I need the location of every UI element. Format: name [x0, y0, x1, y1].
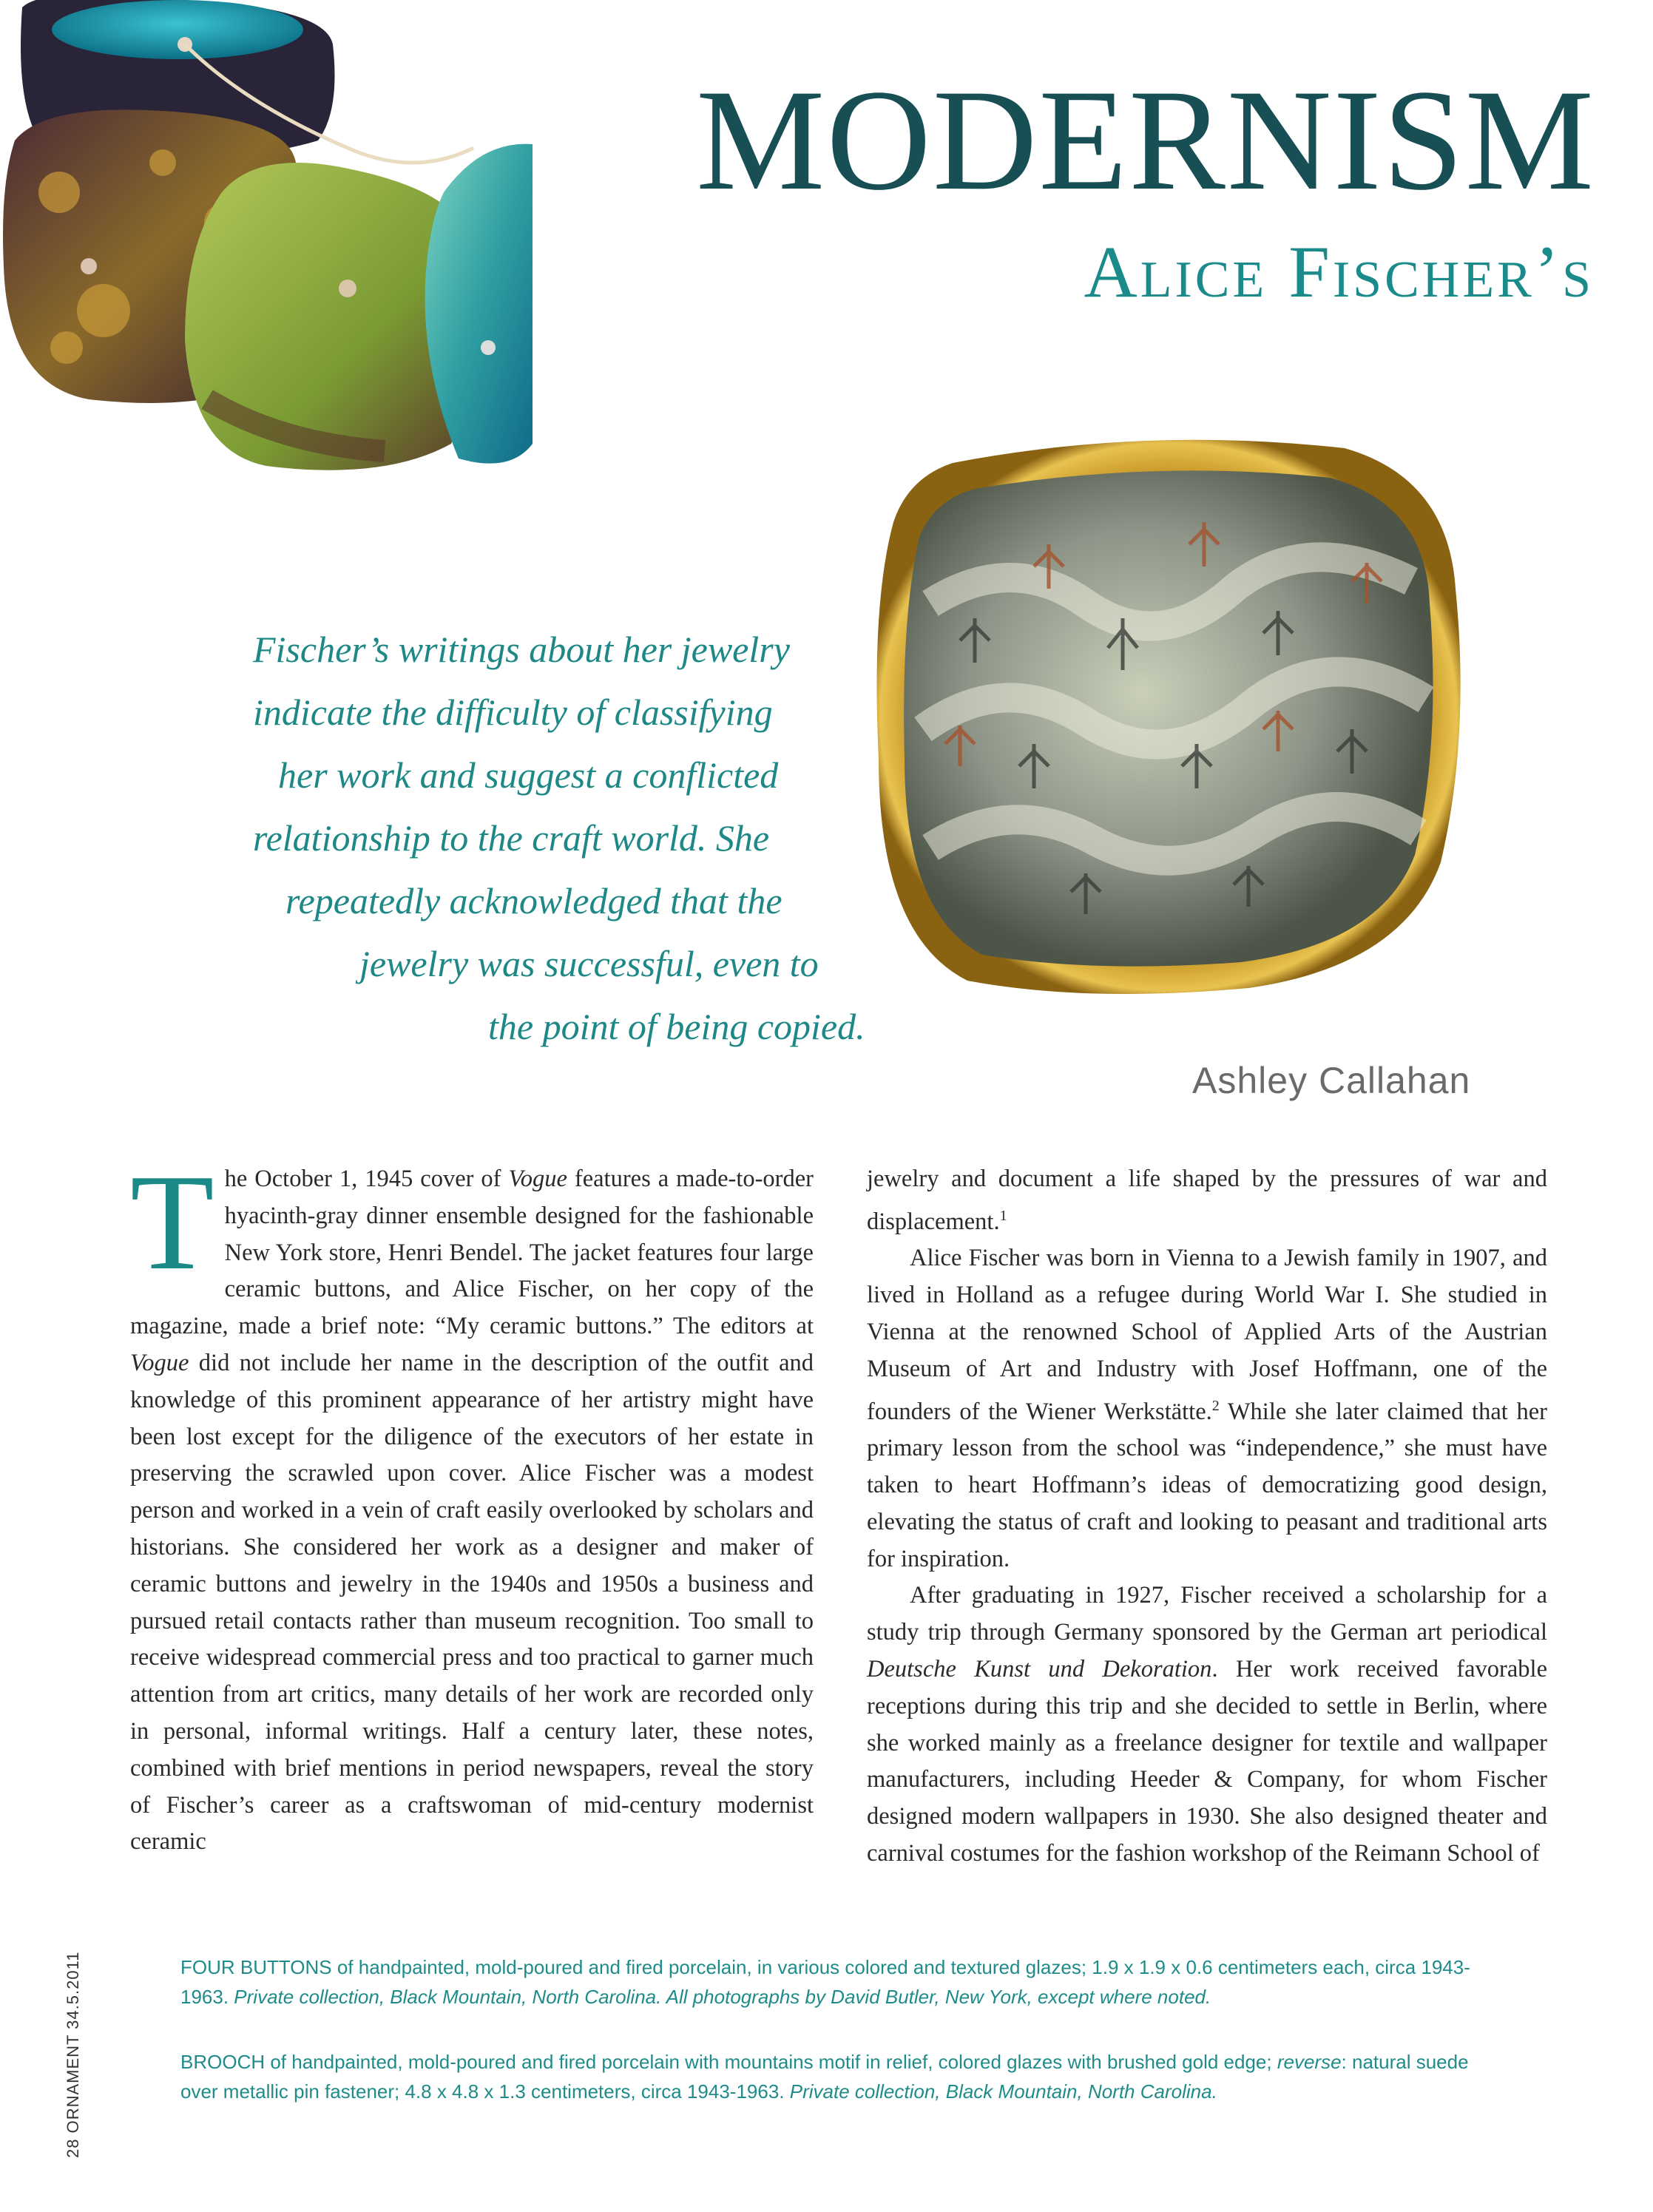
- author-byline: Ashley Callahan: [1192, 1060, 1471, 1101]
- drop-cap: T: [130, 1146, 214, 1299]
- pull-quote-line: the point of being copied.: [488, 1006, 865, 1047]
- brooch-photo: [864, 419, 1478, 998]
- caption-text: BROOCH of handpainted, mold-poured and fired porcelain with mountains motif in relief, colored glazes with brushed gold edge;: [180, 2051, 1277, 2073]
- magazine-title: Vogue: [130, 1349, 189, 1376]
- page-title: MODERNISM: [696, 60, 1595, 220]
- article-paragraph: [867, 1577, 1547, 1872]
- caption-credit: Private collection, Black Mountain, North Carolina. All photographs by David Butler, New York, except where noted.: [234, 1986, 1211, 2008]
- text-run: While she later claimed that her primary lesson from the school was “independence,” she must have taken to heart Hoffmann’s ideas of democratizing good design, elevating the status of craft and looking to peasant and traditional arts for inspiration.: [867, 1398, 1547, 1572]
- caption-buttons: [180, 1952, 1475, 2012]
- pull-quote-line: jewelry was successful, even to: [359, 943, 819, 984]
- caption-text: : natural suede over metallic pin fastener; 4.8 x 4.8 x 1.3 centimeters, circa 1943-1963.: [180, 2051, 1469, 2103]
- pull-quote-line: indicate the difficulty of classifying: [253, 691, 773, 733]
- caption-reverse-label: reverse: [1277, 2051, 1342, 2073]
- text-run: features a made-to-order hyacinth-gray dinner ensemble designed for the fashionable New York store, Henri Bendel. The jacket features four large ceramic buttons, and Alice Fischer, on her copy of the magazine, made a brief note: “My ceramic buttons.” The editors at: [130, 1166, 814, 1340]
- text-run: did not include her name in the description of the outfit and knowledge of this prominent appearance of her artistry might have been lost except for the diligence of the executors of her estate in preserving the scrawled upon cover. Alice Fischer was a modest person and worked in a vein of craft easily overlooked by scholars and historians. She considered her work as a designer and maker of ceramic buttons and jewelry in the 1940s and 1950s a business and pursued retail contacts rather than museum recognition. Too small to receive widespread commercial press and too practical to garner much attention from art critics, many details of her work are recorded only in personal, informal writings. Half a century later, these notes, combined with brief mentions in period newspapers, reveal the story of Fischer’s career as a craftswoman of mid-century modernist ceramic: [130, 1349, 814, 1856]
- pull-quote-line: her work and suggest a conflicted: [278, 754, 779, 796]
- page-subtitle: Alice Fischer’s: [1084, 231, 1594, 313]
- article-column-left: [130, 1146, 814, 1861]
- article-column-right: [867, 1161, 1547, 1873]
- pull-quote-line: Fischer’s writings about her jewelry: [253, 629, 790, 670]
- text-run: After graduating in 1927, Fischer received a scholarship for a study trip through Germany sponsored by the German art periodical: [867, 1582, 1547, 1646]
- text-run: . Her work received favorable receptions during this trip and she decided to settle in Berlin, where she worked mainly as a freelance designer for textile and wallpaper manufacturers, including Heeder & Company, for whom Fischer designed modern wallpapers in 1930. She also designed theater and carnival costumes for the fashion workshop of the Reimann School of: [867, 1656, 1547, 1867]
- pull-quote-line: repeatedly acknowledged that the: [285, 880, 782, 921]
- caption-text: FOUR BUTTONS of handpainted, mold-poured and fired porcelain, in various colored and textured glazes; 1.9 x 1.9 x 0.6 centimeters each, circa 1943-1963.: [180, 1956, 1470, 2008]
- text-run: jewelry and document a life shaped by the pressures of war and displacement.: [867, 1166, 1547, 1235]
- article-paragraph: [130, 1146, 814, 1861]
- footnote-marker: 1: [999, 1207, 1007, 1224]
- periodical-title: Deutsche Kunst und Dekoration: [867, 1656, 1212, 1683]
- article-paragraph: [867, 1161, 1547, 1240]
- article-paragraph: [867, 1240, 1547, 1577]
- caption-credit: Private collection, Black Mountain, North Carolina.: [789, 2080, 1217, 2103]
- text-run: Alice Fischer was born in Vienna to a Jewish family in 1907, and lived in Holland as a refugee during World War I. She studied in Vienna at the renowned School of Applied Arts of the Austrian Museum of Art and Industry with Josef Hoffmann, one of the founders of the Wiener Werkstätte.: [867, 1245, 1547, 1425]
- magazine-title: Vogue: [508, 1166, 567, 1192]
- page-folio: 28 ORNAMENT 34.5.2011: [64, 1951, 82, 2158]
- pull-quote-line: relationship to the craft world. She: [253, 817, 770, 859]
- caption-brooch: [180, 2047, 1475, 2106]
- footnote-marker: 2: [1211, 1397, 1220, 1414]
- text-run: he October 1, 1945 cover of: [224, 1166, 509, 1192]
- ceramic-buttons-photo: [0, 0, 533, 606]
